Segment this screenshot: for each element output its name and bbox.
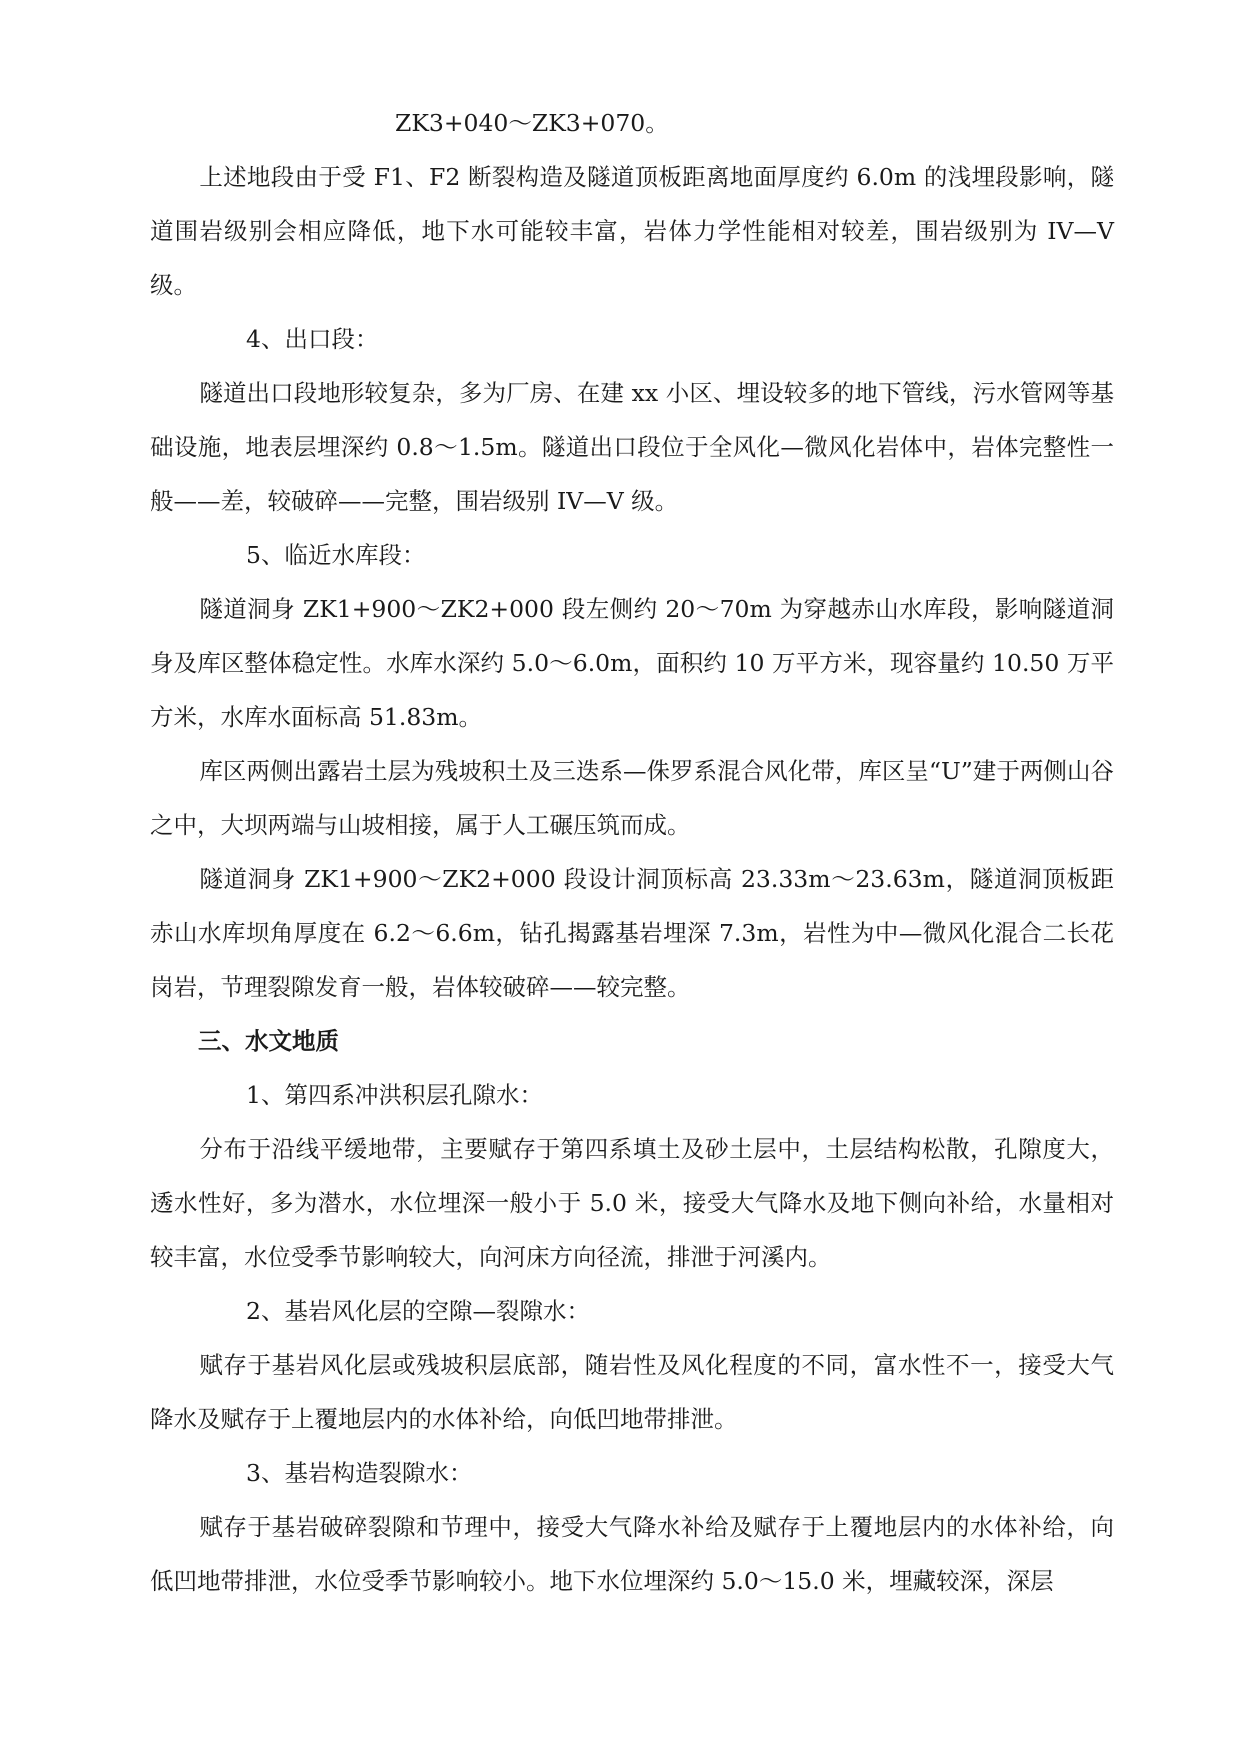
paragraph-shallow-section: 上述地段由于受 F1、F2 断裂构造及隧道顶板距离地面厚度约 6.0m 的浅埋段影响，隧道围岩级别会相应降低，地下水可能较丰富，岩体力学性能相对较差，围岩级别为 IV—V 级。: [150, 163, 1122, 299]
paragraph-pore-water: 分布于沿线平缓地带，主要赋存于第四系填土及砂土层中，土层结构松散，孔隙度大，透水性好，多为潜水，水位埋深一般小于 5.0 米，接受大气降水及地下侧向补给，水量相对较丰富，水位受季节影响较大，向河床方向径流，排泄于河溪内。: [150, 1135, 1114, 1271]
paragraph-exit-section: 隧道出口段地形较复杂，多为厂房、在建 xx 小区、埋设较多的地下管线，污水管网等基础设施，地表层埋深约 0.8～1.5m。隧道出口段位于全风化—微风化岩体中，岩体完整性一般——差，较破碎——完整，围岩级别 IV—V 级。: [150, 379, 1114, 515]
page-content: [150, 96, 1122, 1608]
paragraph-reservoir-overview: 隧道洞身 ZK1+900～ZK2+000 段左侧约 20～70m 为穿越赤山水库段，影响隧道洞身及库区整体稳定性。水库水深约 5.0～6.0m，面积约 10 万平方米，现容量约 10.50 万平方米，水库水面标高 51.83m。: [150, 595, 1114, 731]
subheading-tectonic-fissure-water: 3、基岩构造裂隙水：: [246, 1459, 473, 1487]
paragraph-tectonic-fissure-water: 赋存于基岩破碎裂隙和节理中，接受大气降水补给及赋存于上覆地层内的水体补给，向低凹地带排泄，水位受季节影响较小。地下水位埋深约 5.0～15.0 米，埋藏较深，深层: [150, 1513, 1114, 1595]
subheading-fissure-water: 2、基岩风化层的空隙—裂隙水：: [246, 1297, 590, 1325]
paragraph-reservoir-geology: 库区两侧出露岩土层为残坡积土及三迭系—侏罗系混合风化带，库区呈“U”建于两侧山谷之中，大坝两端与山坡相接，属于人工碾压筑而成。: [150, 757, 1114, 839]
paragraph-reservoir-tunnel: 隧道洞身 ZK1+900～ZK2+000 段设计洞顶标高 23.33m～23.63m，隧道洞顶板距赤山水库坝角厚度在 6.2～6.6m，钻孔揭露基岩埋深 7.3m，岩性为中—微风化混合二长花岗岩，节理裂隙发育一般，岩体较破碎——较完整。: [150, 865, 1114, 1001]
section-heading-hydrogeology: 三、水文地质: [198, 1027, 339, 1055]
mileage-range-line: ZK3+040～ZK3+070。: [395, 109, 669, 137]
subheading-reservoir-section: 5、临近水库段：: [246, 541, 426, 569]
subheading-exit-section: 4、出口段：: [246, 325, 379, 353]
subheading-pore-water: 1、第四系冲洪积层孔隙水：: [246, 1081, 543, 1109]
paragraph-fissure-water: 赋存于基岩风化层或残坡积层底部，随岩性及风化程度的不同，富水性不一，接受大气降水及赋存于上覆地层内的水体补给，向低凹地带排泄。: [150, 1351, 1114, 1433]
